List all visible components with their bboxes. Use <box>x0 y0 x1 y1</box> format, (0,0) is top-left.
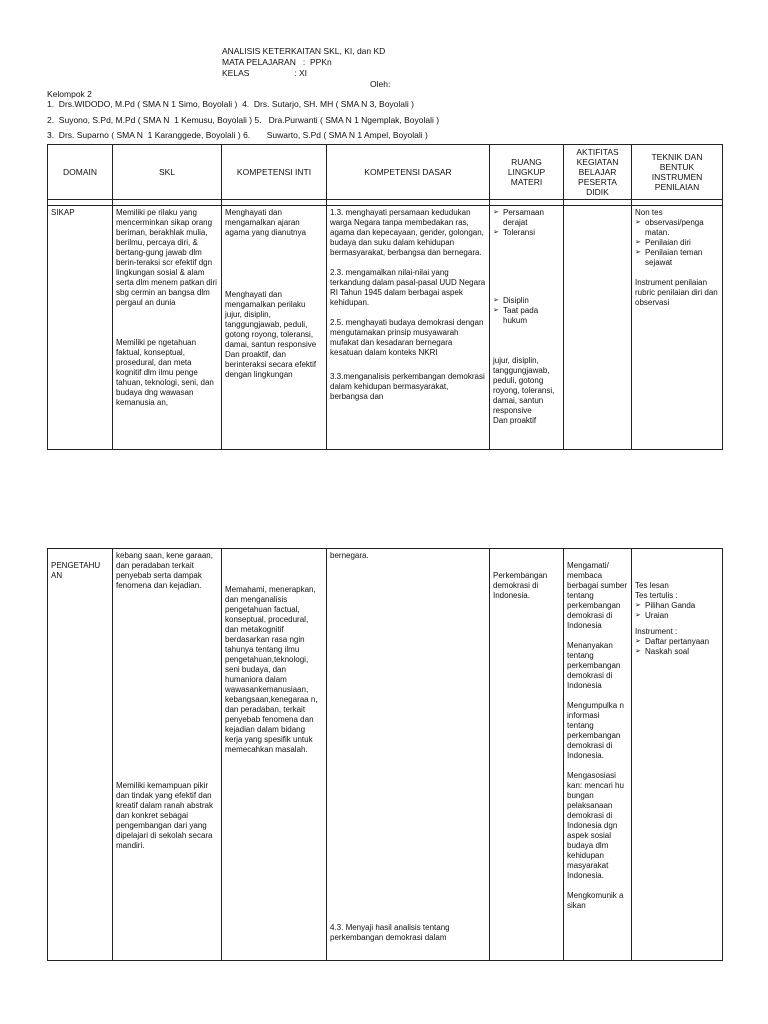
list-item: ➢ Uraian <box>635 611 719 621</box>
teknik-cell <box>632 206 723 450</box>
kd-text-1: 1.3. menghayati persamaan kedudukan warga Negara tanpa membedakan ras, agama dan kepecayaan, gender, golongan, budaya dan suku dalam kehidupan bermasyarakat, berbangsa dan bernegara. <box>330 208 484 257</box>
kd-text-4: 3.3.menganalisis perkembangan demokrasi dalam kehidupan bermasyarakat, berbangsa dan <box>330 372 485 401</box>
kd-text-2: 2.3. mengamalkan nilai-nilai yang terkandung dalam pasal-pasal UUD Negara RI Tahun 1945 dalam berbagai aspek kehidupan. <box>330 268 486 307</box>
materi-list-1 <box>493 208 560 238</box>
list-item: ➢ Disiplin <box>493 296 560 306</box>
ki-text-3: Dan proaktif, dan berinteraksi secara efektif dengan lingkungan <box>225 350 317 379</box>
domain-cell <box>48 549 113 961</box>
teknik-text-2: Tes tertulis : <box>635 591 678 600</box>
kd-text-2: 4.3. Menyaji hasil analisis tentang perkembangan demokrasi dalam <box>330 923 450 942</box>
teknik-list-1 <box>635 601 719 621</box>
list-item: ➢ Toleransi <box>493 228 560 238</box>
teknik-list-2 <box>635 637 719 657</box>
aktifitas-cell <box>564 549 632 961</box>
list-item: ➢ Taat pada hukum <box>493 306 560 326</box>
member-row-3: 3. Drs. Suparno ( SMA N 1 Karanggede, Boyolali ) 6. Suwarto, S.Pd ( SMA N 1 Ampel, Boyolali ) <box>47 130 428 140</box>
materi-cell <box>490 549 564 961</box>
header-kompetensi-inti: KOMPETENSI INTI <box>222 145 327 200</box>
teknik-cell <box>632 549 723 961</box>
analysis-table-part-2 <box>47 548 723 961</box>
ki-cell <box>222 549 327 961</box>
document-title: ANALISIS KETERKAITAN SKL, KI, dan KD <box>222 46 386 56</box>
domain-cell: SIKAP <box>48 206 113 450</box>
skl-text-2: Memiliki pe ngetahuan faktual, konseptual, prosedural, dan meta kognitif dlm ilmu penge tahuan, teknologi, seni, dan budaya dng wawasan kemanusia an, <box>116 338 214 407</box>
list-item: ➢ observasi/penga matan. <box>635 218 719 238</box>
table-header-row <box>48 145 723 200</box>
header-aktifitas: AKTIFITAS KEGIATAN BELAJAR PESERTA DIDIK <box>564 145 632 200</box>
aktifitas-text-2: Menanyakan tentang perkembangan demokrasi di Indonesia <box>567 641 621 690</box>
list-item: ➢ Pilihan Ganda <box>635 601 719 611</box>
header-domain: DOMAIN <box>48 145 113 200</box>
header-teknik: TEKNIK DAN BENTUK INSTRUMEN PENILAIAN <box>632 145 723 200</box>
ki-text: Memahami, menerapkan, dan menganalisis pengetahuan factual, konseptual, procedural, dan metakognitif berdasarkan rasa ngin tahunya tentang ilmu pengetahuan,teknologi, seni budaya, dan humaniora dalam wawasankemanusiaan, kebangsaan,kenegaraa n, dan peradaban, terkait penyebab fenomena dan kejadian dalam bidang kerja yang spesifik untuk memecahkan masalah. <box>225 585 318 754</box>
list-item: ➢ Penilaian diri <box>635 238 719 248</box>
ki-cell <box>222 206 327 450</box>
aktifitas-text-5: Mengkomunik a sikan <box>567 891 624 910</box>
kd-text-1: bernegara. <box>330 551 369 560</box>
member-row-1: 1. Drs.WIDODO, M.Pd ( SMA N 1 Simo, Boyolali ) 4. Drs. Sutarjo, SH. MH ( SMA N 3, Boyolali ) <box>47 99 414 109</box>
group-label: Kelompok 2 <box>47 89 92 99</box>
skl-cell <box>113 549 222 961</box>
skl-text-2: Memiliki kemampuan pikir dan tindak yang efektif dan kreatif dalam ranah abstrak dan konkret sebagai pengembangan dari yang dipelajari di sekolah secara mandiri. <box>116 781 213 850</box>
class-line: KELAS : XI <box>222 68 308 78</box>
skl-text-1: Memiliki pe rilaku yang mencerminkan sikap orang beriman, berakhlak mulia, berilmu, percaya diri, & bertang-gung jawab dlm berin-teraksi scr efektif dgn lingkungan sosial & alam serta dlm menem patkan diri sbg cermin an bangsa dlm pergaul an dunia <box>116 208 217 307</box>
ki-text-1: Menghayati dan mengamalkan ajaran agama yang dianutnya <box>225 208 306 237</box>
list-item: ➢ Persamaan derajat <box>493 208 560 228</box>
teknik-list <box>635 218 719 268</box>
aktifitas-cell <box>564 206 632 450</box>
aktifitas-text-4: Mengasosiasi kan: mencari hu bungan pelaksanaan demokrasi di Indonesia dgn aspek sosial budaya dlm kehidupan masyarakat Indonesia. <box>567 771 624 880</box>
aktifitas-text-1: Mengamati/ membaca berbagai sumber tentang perkembangan demokrasi di Indonesia <box>567 561 628 630</box>
materi-list-2 <box>493 296 560 326</box>
teknik-note: Instrument penilaian rubric penilaian diri dan observasi <box>635 278 718 307</box>
kd-cell <box>327 206 490 450</box>
kd-cell <box>327 549 490 961</box>
aktifitas-text-3: Mengumpulka n informasi tentang perkembangan demokrasi di Indonesia. <box>567 701 624 760</box>
table-row-pengetahuan <box>48 549 723 961</box>
member-row-2: 2. Suyono, S.Pd, M.Pd ( SMA N 1 Kemusu, Boyolali ) 5. Dra.Purwanti ( SMA N 1 Ngemplak, Boyolali ) <box>47 115 440 125</box>
materi-text: Perkembangan demokrasi di Indonesia. <box>493 571 548 600</box>
materi-text-2: Dan proaktif <box>493 416 537 425</box>
list-item: ➢ Naskah soal <box>635 647 719 657</box>
domain-text: PENGETAHU AN <box>51 561 101 580</box>
table-row-sikap <box>48 206 723 450</box>
header-kompetensi-dasar: KOMPETENSI DASAR <box>327 145 490 200</box>
list-item: ➢ Daftar pertanyaan <box>635 637 719 647</box>
header-skl: SKL <box>113 145 222 200</box>
skl-text-1: kebang saan, kene garaan, dan peradaban terkait penyebab serta dampak fenomena dan kejadian. <box>116 551 213 590</box>
oleh-label: Oleh: <box>370 79 391 89</box>
materi-cell <box>490 206 564 450</box>
teknik-text-1: Tes lesan <box>635 581 669 590</box>
subject-line: MATA PELAJARAN : PPKn <box>222 57 332 67</box>
list-item: ➢ Penilaian teman sejawat <box>635 248 719 268</box>
teknik-text-3: Instrument : <box>635 627 678 636</box>
analysis-table-part-1 <box>47 144 723 450</box>
header-ruang-lingkup: RUANG LINGKUP MATERI <box>490 145 564 200</box>
teknik-top: Non tes <box>635 208 663 217</box>
ki-text-2: Menghayati dan mengamalkan perilaku jujur, disiplin, tanggungjawab, peduli, gotong royong, toleransi, damai, santun responsive <box>225 290 317 349</box>
kd-text-3: 2.5. menghayati budaya demokrasi dengan mengutamakan prinsip musyawarah mufakat dan kesadaran bernegara kesatuan dalam konteks NKRI <box>330 318 484 357</box>
skl-cell <box>113 206 222 450</box>
materi-text: jujur, disiplin, tanggungjawab, peduli, gotong royong, toleransi, damai, santun responsive <box>493 356 555 415</box>
document-header <box>222 46 385 79</box>
